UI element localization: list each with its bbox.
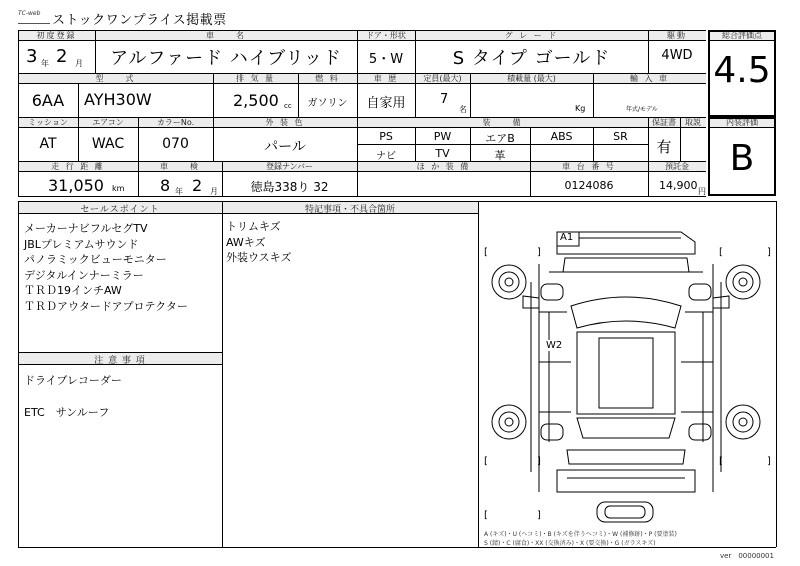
label-equipment: 装 備: [482, 118, 523, 127]
equip-ps: PS: [379, 130, 393, 143]
interior-score: B: [729, 138, 755, 179]
diagram-legend-line1: A (キズ)・U (ヘコミ)・B (キズを伴うヘコミ)・W (補修跡)・P (要塗装): [484, 531, 677, 538]
special-notes-list: [226, 219, 291, 266]
label-warranty: 保証書: [652, 118, 676, 127]
list-item: [24, 390, 122, 404]
car-name: アルファード ハイブリッド: [110, 48, 342, 69]
label-car-name: 車 名: [206, 31, 246, 40]
equip-leather: 革: [494, 149, 506, 162]
label-door-shape: ドア・形状: [366, 31, 406, 40]
list-item: ＴＲＤアウタードアプロテクター: [24, 299, 188, 313]
label-mission: ミッション: [28, 118, 68, 127]
mission: AT: [39, 136, 57, 152]
label-other: ほ か 装 備: [416, 162, 471, 171]
equip-tv: TV: [435, 147, 450, 160]
cautions-list: [24, 372, 122, 422]
cautions-heading: 注 意 事 項: [94, 356, 146, 366]
list-item: ＴＲＤ19インチAW: [24, 284, 122, 297]
year-unit: 年: [41, 59, 49, 68]
usage: 自家用: [366, 96, 406, 111]
label-load: 積載量 (最大): [507, 74, 556, 83]
list-item: ETC サンルーフ: [24, 406, 110, 419]
version-label: ver 00000001: [720, 552, 774, 560]
exterior-color: パール: [264, 139, 306, 155]
grade: S タイプ ゴールド: [452, 48, 611, 69]
mark-w2: W2: [546, 340, 563, 351]
inspection-month-unit: 月: [210, 187, 218, 196]
equip-pw: PW: [433, 130, 452, 143]
list-item: パノラミックビューモニター: [24, 253, 167, 266]
plate-number: 徳島338り 32: [250, 180, 329, 194]
label-aircon: エアコン: [92, 118, 124, 127]
label-overall: 総合評価点: [722, 31, 762, 40]
label-interior: 内装評価: [726, 118, 758, 127]
label-first-reg: 初度登録: [36, 31, 77, 40]
bracket-rear-right-open: [: [719, 456, 723, 467]
door-shape: 5・W: [368, 52, 404, 67]
capacity: 7: [440, 92, 449, 107]
label-drive: 駆動: [667, 31, 687, 40]
label-manual: 取説: [685, 118, 701, 127]
import-note: 年式/モデル: [626, 106, 658, 113]
label-fuel: 燃 料: [315, 74, 340, 83]
equip-airbag: エアB: [485, 132, 515, 145]
label-grade: グ レ ー ド: [504, 31, 559, 40]
car-damage-diagram: [479, 202, 775, 546]
model: AYH30W: [84, 90, 152, 109]
diagram-legend-line2: S (錆)・C (腐食)・XX (交換済み)・X (要交換)・G (ガラスキズ): [484, 540, 656, 547]
bracket-rear-left-open: [: [484, 456, 488, 467]
drive: 4WD: [661, 48, 693, 63]
label-model: 型 式: [95, 74, 136, 83]
inspection-year: 8: [160, 176, 171, 195]
bracket-front-left-close: ]: [537, 247, 541, 258]
equip-sr: SR: [613, 130, 628, 143]
chassis-number: 0124086: [564, 179, 614, 192]
mark-a1: A1: [560, 232, 574, 243]
equip-abs: ABS: [550, 130, 573, 143]
bracket-front-right-open: [: [719, 247, 723, 258]
price: 14,900: [659, 179, 698, 192]
label-chassis: 車 台 番 号: [562, 162, 616, 171]
color-no: 070: [162, 136, 189, 152]
bracket-spare-close: ]: [537, 510, 541, 521]
label-plate: 登録ナンバー: [265, 162, 314, 171]
fuel: ガソリン: [307, 98, 348, 109]
price-unit: 円: [698, 187, 706, 196]
first-reg-year: 3: [26, 46, 38, 67]
displacement: 2,500: [233, 91, 279, 110]
load-unit: Kg: [575, 104, 586, 113]
warranty: 有: [656, 138, 672, 156]
label-displacement: 排 気 量: [235, 74, 276, 83]
bracket-spare-open: [: [484, 510, 488, 521]
inspection-month: 2: [192, 176, 203, 195]
bracket-rear-left-close: ]: [537, 456, 541, 467]
special-notes-heading: 特記事項・不具合箇所: [304, 205, 395, 215]
label-inspection: 車 検: [160, 162, 200, 171]
list-item: AWキズ: [226, 235, 266, 249]
inspection-year-unit: 年: [175, 187, 183, 196]
label-price: 預託金: [665, 162, 689, 171]
model-prefix: 6AA: [31, 91, 65, 110]
label-capacity: 定員(最大): [423, 74, 462, 83]
label-import: 輸 入 車: [629, 74, 670, 83]
sales-points-list: [24, 221, 188, 314]
logo: TC-web: [18, 10, 50, 24]
month-unit: 月: [75, 59, 83, 68]
displacement-unit: cc: [284, 102, 292, 110]
capacity-unit: 名: [459, 105, 467, 114]
list-item: 外装ウスキズ: [226, 251, 292, 264]
mileage-unit: km: [112, 184, 125, 193]
aircon: WAC: [91, 136, 125, 152]
list-item: メーカーナビフルセグTV: [24, 222, 148, 235]
overall-score: 4.5: [713, 50, 771, 91]
page-title: ストックワンプライス掲載票: [52, 13, 227, 28]
equip-navi: ナビ: [376, 151, 396, 162]
label-exterior: 外 装 色: [265, 118, 305, 127]
mileage: 31,050: [48, 176, 104, 195]
list-item: ドライブレコーダー: [24, 374, 122, 387]
first-reg-month: 2: [56, 46, 68, 67]
list-item: デジタルインナーミラー: [24, 268, 144, 282]
label-mileage: 走 行 距 離: [51, 162, 105, 171]
bracket-rear-right-close: ]: [767, 456, 771, 467]
list-item: トリムキズ: [226, 220, 281, 233]
label-usage: 車 歴: [373, 74, 399, 83]
bracket-front-right-close: ]: [767, 247, 771, 258]
sales-points-heading: セールスポイント: [80, 205, 160, 215]
bracket-front-left-open: [: [484, 247, 488, 258]
label-color-no: カラーNo.: [156, 118, 195, 127]
list-item: JBLプレミアムサウンド: [24, 237, 139, 251]
